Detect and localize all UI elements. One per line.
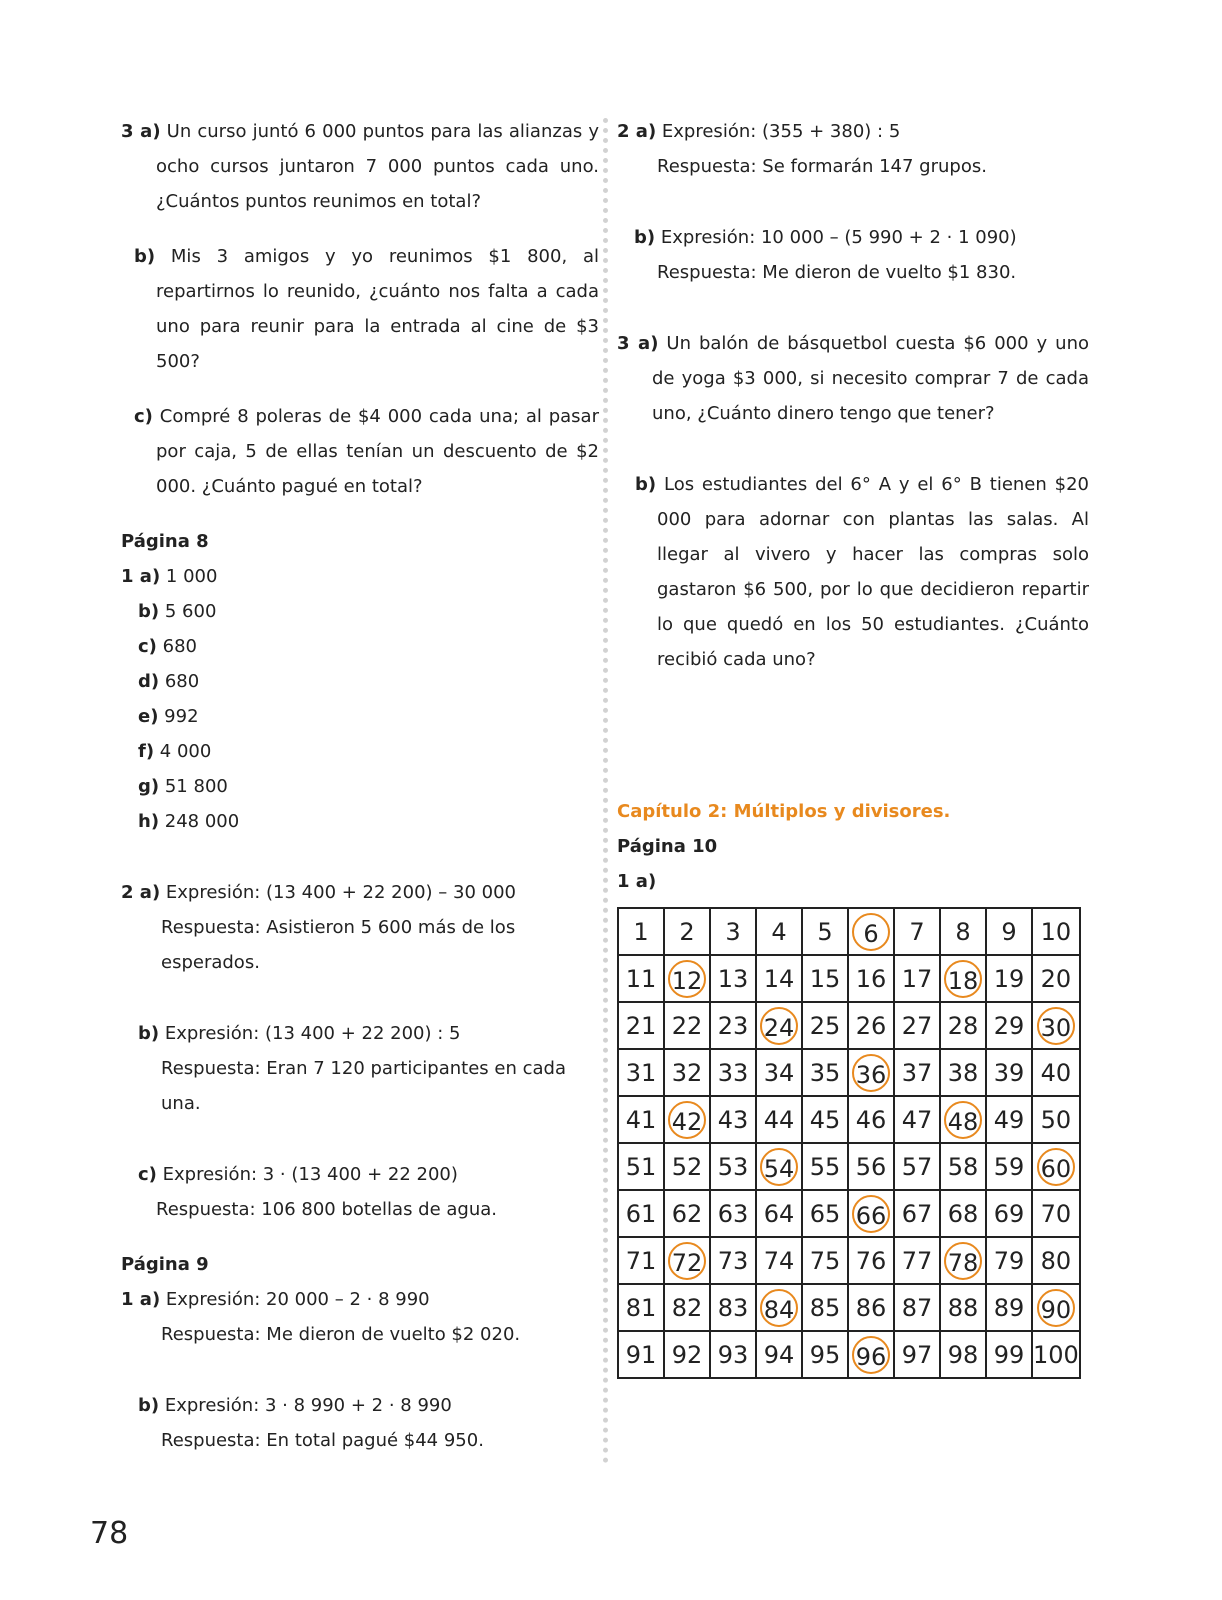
grid-number: 68 <box>947 1199 979 1228</box>
grid-number: 64 <box>763 1199 795 1228</box>
grid-cell <box>618 1002 664 1049</box>
grid-number: 44 <box>763 1105 795 1134</box>
grid-number: 52 <box>671 1152 703 1181</box>
grid-number: 32 <box>671 1058 703 1087</box>
grid-cell <box>618 1143 664 1190</box>
grid-number: 79 <box>993 1246 1025 1275</box>
grid-cell <box>756 1190 802 1237</box>
multiples-grid <box>617 907 1081 1379</box>
grid-cell <box>894 1049 940 1096</box>
grid-number: 29 <box>993 1011 1025 1040</box>
grid-cell <box>894 1143 940 1190</box>
circled-number: 90 <box>1037 1289 1075 1327</box>
grid-number: 16 <box>855 964 887 993</box>
circled-number: 30 <box>1037 1007 1075 1045</box>
circled-number: 42 <box>668 1101 706 1139</box>
answer-item: b) 5 600 <box>138 601 217 622</box>
grid-number: 80 <box>1040 1246 1072 1275</box>
grid-number: 19 <box>993 964 1025 993</box>
exercise-2a: 2 a) Expresión: (13 400 + 22 200) – 30 000 Respuesta: Asistieron 5 600 más de los esperados. <box>121 882 516 973</box>
exercise-r-3b: b) Los estudiantes del 6° A y el 6° B tienen $20 000 para adornar con plantas las salas. Al llegar al vivero y hacer las compras solo gastaron $6 500, por lo que decidieron repartir lo que quedó en los 50 estudiantes. ¿Cuánto recibió cada uno? <box>635 474 1089 670</box>
grid-number: 74 <box>763 1246 795 1275</box>
grid-number: 2 <box>679 917 695 946</box>
grid-number: 94 <box>763 1340 795 1369</box>
grid-number: 25 <box>809 1011 841 1040</box>
grid-number: 22 <box>671 1011 703 1040</box>
exercise-2b: b) Expresión: (13 400 + 22 200) : 5 Respuesta: Eran 7 120 participantes en cada una. <box>138 1023 566 1114</box>
grid-cell <box>848 1096 894 1143</box>
circled-number: 66 <box>852 1195 890 1233</box>
circled-number: 36 <box>852 1054 890 1092</box>
grid-number: 9 <box>1001 917 1017 946</box>
grid-row <box>618 908 1080 955</box>
grid-number: 15 <box>809 964 841 993</box>
grid-cell <box>894 908 940 955</box>
grid-number: 43 <box>717 1105 749 1134</box>
grid-cell <box>756 1096 802 1143</box>
grid-number: 41 <box>625 1105 657 1134</box>
grid-number: 13 <box>717 964 749 993</box>
page-10-heading: Página 10 <box>617 836 718 857</box>
grid-cell <box>894 1190 940 1237</box>
grid-number: 95 <box>809 1340 841 1369</box>
grid-cell <box>1032 908 1080 955</box>
grid-cell <box>848 1284 894 1331</box>
grid-row <box>618 955 1080 1002</box>
grid-cell <box>802 1237 848 1284</box>
grid-cell <box>1032 1096 1080 1143</box>
grid-cell <box>618 1331 664 1378</box>
grid-number: 56 <box>855 1152 887 1181</box>
answer-item: h) 248 000 <box>138 811 240 832</box>
grid-number: 59 <box>993 1152 1025 1181</box>
grid-cell <box>710 908 756 955</box>
grid-row <box>618 1049 1080 1096</box>
grid-cell <box>756 1002 802 1049</box>
grid-cell <box>940 1190 986 1237</box>
grid-cell <box>940 1096 986 1143</box>
grid-cell <box>618 1284 664 1331</box>
grid-cell <box>986 1237 1032 1284</box>
grid-number: 10 <box>1040 917 1072 946</box>
exercise-r-3a: 3 a) Un balón de básquetbol cuesta $6 000 y uno de yoga $3 000, si necesito comprar 7 de cada uno, ¿Cuánto dinero tengo que tener? <box>617 333 1089 424</box>
exercise-p9-1a: 1 a) Expresión: 20 000 – 2 · 8 990 Respuesta: Me dieron de vuelto $2 020. <box>121 1289 521 1345</box>
grid-number: 27 <box>901 1011 933 1040</box>
answer-item: f) 4 000 <box>138 741 212 762</box>
grid-cell <box>664 1190 710 1237</box>
grid-number: 11 <box>625 964 657 993</box>
grid-cell <box>756 955 802 1002</box>
grid-cell <box>848 1190 894 1237</box>
grid-number: 46 <box>855 1105 887 1134</box>
circled-number: 54 <box>760 1148 798 1186</box>
grid-number: 57 <box>901 1152 933 1181</box>
grid-number: 87 <box>901 1293 933 1322</box>
grid-cell <box>710 1096 756 1143</box>
grid-cell <box>1032 1143 1080 1190</box>
grid-cell <box>986 1049 1032 1096</box>
page-8-heading: Página 8 <box>121 531 209 552</box>
circled-number: 48 <box>944 1101 982 1139</box>
grid-cell <box>756 908 802 955</box>
grid-number: 17 <box>901 964 933 993</box>
grid-number: 38 <box>947 1058 979 1087</box>
column-divider <box>603 118 608 1464</box>
grid-number: 83 <box>717 1293 749 1322</box>
grid-cell <box>848 1002 894 1049</box>
grid-number: 86 <box>855 1293 887 1322</box>
grid-number: 69 <box>993 1199 1025 1228</box>
grid-number: 21 <box>625 1011 657 1040</box>
grid-cell <box>848 1049 894 1096</box>
grid-cell <box>664 1096 710 1143</box>
grid-number: 73 <box>717 1246 749 1275</box>
circled-number: 12 <box>668 960 706 998</box>
grid-cell <box>894 1096 940 1143</box>
grid-cell <box>986 1190 1032 1237</box>
grid-cell <box>940 1284 986 1331</box>
grid-cell <box>710 1190 756 1237</box>
chapter-block <box>617 794 1089 899</box>
grid-cell <box>986 1143 1032 1190</box>
grid-cell <box>986 1002 1032 1049</box>
grid-row <box>618 1237 1080 1284</box>
page-9-heading: Página 9 <box>121 1254 209 1275</box>
grid-number: 49 <box>993 1105 1025 1134</box>
exercise-3b: b) Mis 3 amigos y yo reunimos $1 800, al repartirnos lo reunido, ¿cuánto nos falta a cada uno para reunir para la entrada al cine de $3 500? <box>134 246 599 372</box>
exercise-p10-1a-label: 1 a) <box>617 871 657 892</box>
grid-cell <box>986 908 1032 955</box>
page-8-answers <box>121 559 599 839</box>
grid-cell <box>802 1002 848 1049</box>
grid-cell <box>986 1331 1032 1378</box>
grid-number: 97 <box>901 1340 933 1369</box>
grid-cell <box>664 955 710 1002</box>
circled-number: 6 <box>852 913 890 951</box>
grid-cell <box>894 1002 940 1049</box>
grid-number: 37 <box>901 1058 933 1087</box>
grid-cell <box>986 1284 1032 1331</box>
grid-cell <box>940 1331 986 1378</box>
grid-cell <box>802 1284 848 1331</box>
grid-cell <box>618 955 664 1002</box>
grid-cell <box>894 1237 940 1284</box>
grid-number: 71 <box>625 1246 657 1275</box>
grid-number: 75 <box>809 1246 841 1275</box>
grid-cell <box>848 1331 894 1378</box>
grid-number: 98 <box>947 1340 979 1369</box>
answer-item: c) 680 <box>138 636 197 657</box>
left-column <box>121 114 599 1458</box>
grid-cell <box>802 1331 848 1378</box>
grid-cell <box>802 908 848 955</box>
grid-number: 45 <box>809 1105 841 1134</box>
grid-cell <box>756 1049 802 1096</box>
grid-cell <box>710 1002 756 1049</box>
grid-number: 89 <box>993 1293 1025 1322</box>
grid-number: 40 <box>1040 1058 1072 1087</box>
exercise-2c: c) Expresión: 3 · (13 400 + 22 200) Respuesta: 106 800 botellas de agua. <box>138 1164 498 1220</box>
circled-number: 72 <box>668 1242 706 1280</box>
grid-number: 92 <box>671 1340 703 1369</box>
exercise-p9-1b: b) Expresión: 3 · 8 990 + 2 · 8 990 Respuesta: En total pagué $44 950. <box>138 1395 484 1451</box>
grid-number: 14 <box>763 964 795 993</box>
grid-number: 23 <box>717 1011 749 1040</box>
grid-cell <box>618 1096 664 1143</box>
exercise-3c: c) Compré 8 poleras de $4 000 cada una; al pasar por caja, 5 de ellas tenían un descuento de $2 000. ¿Cuánto pagué en total? <box>134 406 599 497</box>
grid-number: 8 <box>955 917 971 946</box>
circled-number: 60 <box>1037 1148 1075 1186</box>
grid-cell <box>986 1096 1032 1143</box>
grid-cell <box>664 1002 710 1049</box>
circled-number: 84 <box>760 1289 798 1327</box>
grid-cell <box>618 1190 664 1237</box>
grid-cell <box>940 908 986 955</box>
answer-item: d) 680 <box>138 671 200 692</box>
grid-number: 58 <box>947 1152 979 1181</box>
grid-number: 65 <box>809 1199 841 1228</box>
grid-number: 31 <box>625 1058 657 1087</box>
answer-item: 1 a) 1 000 <box>121 566 218 587</box>
grid-number: 7 <box>909 917 925 946</box>
grid-cell <box>1032 1190 1080 1237</box>
grid-number: 67 <box>901 1199 933 1228</box>
grid-number: 1 <box>633 917 649 946</box>
circled-number: 18 <box>944 960 982 998</box>
grid-cell <box>664 1143 710 1190</box>
grid-cell <box>618 1237 664 1284</box>
grid-cell <box>710 1237 756 1284</box>
grid-number: 85 <box>809 1293 841 1322</box>
answer-item: e) 992 <box>138 706 199 727</box>
grid-cell <box>664 1331 710 1378</box>
grid-cell <box>986 955 1032 1002</box>
grid-cell <box>894 955 940 1002</box>
grid-cell <box>756 1284 802 1331</box>
grid-row <box>618 1331 1080 1378</box>
grid-number: 50 <box>1040 1105 1072 1134</box>
grid-cell <box>848 955 894 1002</box>
grid-number: 47 <box>901 1105 933 1134</box>
grid-cell <box>848 1237 894 1284</box>
exercise-r-2a: 2 a) Expresión: (355 + 380) : 5 Respuesta: Se formarán 147 grupos. <box>617 121 987 177</box>
grid-number: 35 <box>809 1058 841 1087</box>
grid-cell <box>710 1331 756 1378</box>
grid-row <box>618 1096 1080 1143</box>
grid-number: 33 <box>717 1058 749 1087</box>
circled-number: 24 <box>760 1007 798 1045</box>
grid-number: 100 <box>1033 1340 1079 1369</box>
grid-number: 82 <box>671 1293 703 1322</box>
grid-cell <box>710 955 756 1002</box>
grid-cell <box>756 1237 802 1284</box>
grid-cell <box>664 1284 710 1331</box>
grid-cell <box>802 1190 848 1237</box>
hundred-chart <box>617 907 1081 1379</box>
grid-cell <box>940 1143 986 1190</box>
grid-cell <box>710 1284 756 1331</box>
grid-cell <box>618 908 664 955</box>
grid-cell <box>1032 1002 1080 1049</box>
exercise-3a: 3 a) Un curso juntó 6 000 puntos para las alianzas y ocho cursos juntaron 7 000 puntos cada uno. ¿Cuántos puntos reunimos en total? <box>121 121 599 212</box>
grid-cell <box>1032 955 1080 1002</box>
grid-cell <box>894 1284 940 1331</box>
grid-cell <box>1032 1237 1080 1284</box>
grid-number: 63 <box>717 1199 749 1228</box>
grid-number: 34 <box>763 1058 795 1087</box>
grid-cell <box>664 908 710 955</box>
grid-cell <box>664 1237 710 1284</box>
answer-item: g) 51 800 <box>138 776 228 797</box>
grid-cell <box>802 1049 848 1096</box>
grid-cell <box>802 1143 848 1190</box>
grid-number: 77 <box>901 1246 933 1275</box>
grid-cell <box>848 1143 894 1190</box>
grid-row <box>618 1284 1080 1331</box>
grid-cell <box>710 1143 756 1190</box>
grid-row <box>618 1143 1080 1190</box>
grid-number: 70 <box>1040 1199 1072 1228</box>
grid-cell <box>756 1331 802 1378</box>
grid-cell <box>940 1237 986 1284</box>
grid-number: 81 <box>625 1293 657 1322</box>
grid-number: 4 <box>771 917 787 946</box>
grid-cell <box>1032 1331 1080 1378</box>
grid-number: 26 <box>855 1011 887 1040</box>
grid-number: 76 <box>855 1246 887 1275</box>
grid-cell <box>664 1049 710 1096</box>
grid-cell <box>710 1049 756 1096</box>
grid-row <box>618 1190 1080 1237</box>
grid-number: 20 <box>1040 964 1072 993</box>
grid-cell <box>940 1049 986 1096</box>
grid-number: 99 <box>993 1340 1025 1369</box>
grid-number: 62 <box>671 1199 703 1228</box>
grid-number: 28 <box>947 1011 979 1040</box>
grid-number: 88 <box>947 1293 979 1322</box>
chapter-title: Capítulo 2: Múltiplos y divisores. <box>617 801 951 822</box>
circled-number: 78 <box>944 1242 982 1280</box>
grid-cell <box>940 1002 986 1049</box>
grid-number: 61 <box>625 1199 657 1228</box>
grid-number: 53 <box>717 1152 749 1181</box>
grid-number: 55 <box>809 1152 841 1181</box>
grid-row <box>618 1002 1080 1049</box>
grid-number: 3 <box>725 917 741 946</box>
grid-cell <box>848 908 894 955</box>
grid-cell <box>1032 1049 1080 1096</box>
grid-cell <box>940 955 986 1002</box>
grid-cell <box>618 1049 664 1096</box>
grid-number: 39 <box>993 1058 1025 1087</box>
grid-cell <box>756 1143 802 1190</box>
grid-number: 93 <box>717 1340 749 1369</box>
grid-number: 51 <box>625 1152 657 1181</box>
grid-number: 91 <box>625 1340 657 1369</box>
exercise-r-2b: b) Expresión: 10 000 – (5 990 + 2 · 1 090) Respuesta: Me dieron de vuelto $1 830. <box>634 227 1017 283</box>
grid-number: 5 <box>817 917 833 946</box>
grid-cell <box>894 1331 940 1378</box>
right-column <box>617 114 1089 677</box>
grid-cell <box>1032 1284 1080 1331</box>
grid-cell <box>802 955 848 1002</box>
circled-number: 96 <box>852 1336 890 1374</box>
page-number: 78 <box>90 1516 129 1551</box>
grid-cell <box>802 1096 848 1143</box>
